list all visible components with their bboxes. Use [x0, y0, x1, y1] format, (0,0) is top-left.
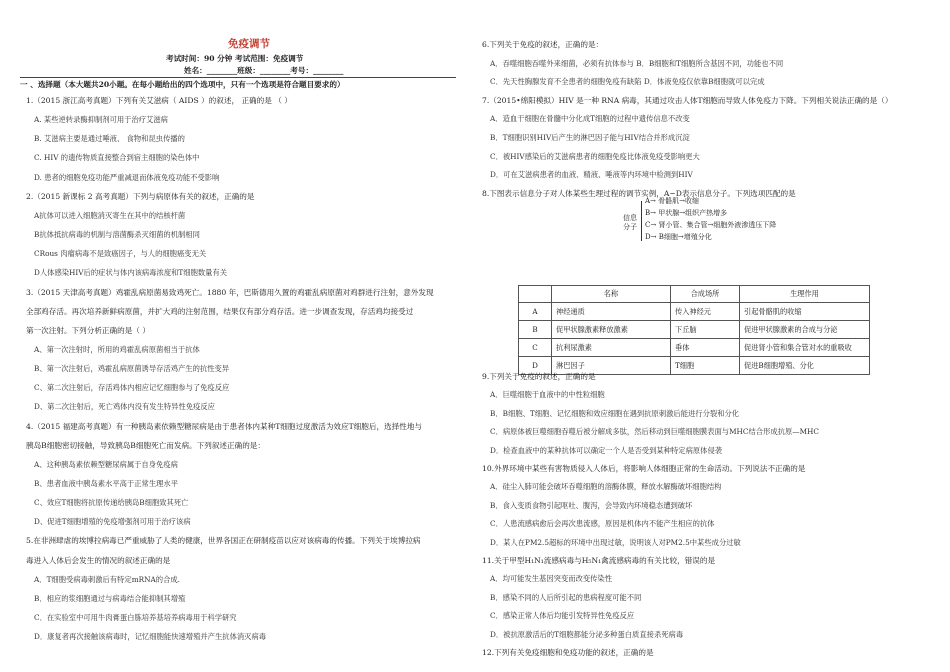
question-stem: 4.（2015 福建高考真题）有一种胰岛素依赖型糖尿病是由于患者体内某种T细胞过度激活为效应T细胞后，选择性地与	[26, 421, 423, 431]
answer-option: C．感染正常人体后均能引发特异性免疫反应	[490, 611, 635, 621]
answer-option: B．相应的浆细胞通过与病毒结合能抑制其增殖	[34, 593, 186, 603]
question-stem: 9.下列关于免疫的叙述，正确的是	[482, 372, 596, 381]
answer-option: C．病原体被巨噬细胞吞噬后被分解成多肽，然后移动到巨噬细胞膜表面与MHC结合形成抗原—MHC	[490, 427, 819, 437]
signal-table	[518, 285, 870, 375]
diagram-left-label: 信息分子	[623, 214, 637, 231]
question-stem: 11.关于甲型H₁N₁流感病毒与H₅N₁禽流感病毒的有关比较，错误的是	[482, 556, 716, 565]
question-stem: 第一次注射。下列分析正确的是（ ）	[26, 325, 150, 335]
answer-option: B．B细胞、T细胞、记忆细胞和效应细胞在遇到抗原刺激后能进行分裂和分化	[490, 408, 740, 418]
answer-option: C．先天性胸腺发育不全患者的细胞免疫有缺陷 D．体液免疫仅依靠B细胞就可以完成	[490, 77, 765, 87]
answer-option: A抗体可以进入细胞消灭寄生在其中的结核杆菌	[34, 210, 186, 220]
table-header-cell: 名称	[552, 286, 671, 303]
answer-option: B．食入变质食物引起呕吐、腹泻，会导致内环境稳态遭到破坏	[490, 500, 693, 510]
table-header-cell: 合成场所	[671, 286, 740, 303]
table-row	[519, 303, 870, 321]
answer-option: D．被抗原激活后的T细胞都能分泌多种蛋白质直接杀死病毒	[490, 629, 684, 639]
answer-option: A．造血干细胞在骨髓中分化成T细胞的过程中遗传信息不改变	[490, 114, 690, 124]
answer-option: A．巨噬细胞于血液中的中性粒细胞	[490, 390, 605, 400]
question-stem: 7.（2015•绵阳模拟）HIV 是一种 RNA 病毒，其通过攻击人体T细胞而导致人体免疫力下降。下列相关说法正确的是（）	[482, 95, 893, 105]
table-cell: 神经递质	[552, 303, 671, 321]
answer-option: D．康复者再次接触该病毒时，记忆细胞能快速增殖并产生抗体消灭病毒	[34, 632, 267, 642]
question-stem: 毒进入人体后会发生的情况的叙述正确的是	[26, 555, 171, 565]
question-stem: 12.下列有关免疫细胞和免疫功能的叙述，正确的是	[482, 648, 654, 657]
table-row	[519, 321, 870, 339]
student-info: 姓名：________班级：________考号：________	[184, 66, 344, 75]
table-cell: 引起骨骼肌的收缩	[740, 303, 870, 321]
answer-option: B、患者血液中胰岛素水平高于正常生理水平	[34, 479, 179, 488]
table-cell: T细胞	[671, 357, 740, 375]
table-cell: 抗利尿激素	[552, 339, 671, 357]
question-stem: 6.下列关于免疫的叙述，正确的是：	[482, 40, 604, 49]
answer-option: B、第一次注射后，鸡霍乱病原菌诱导存活鸡产生的抗性变异	[34, 364, 230, 374]
answer-option: D、第二次注射后，死亡鸡体内没有发生特异性免疫反应	[34, 402, 215, 412]
diagram-branch-c: C→ 肾小管、集合管→细胞外液渗透压下降	[645, 221, 777, 229]
answer-option: C、第二次注射后，存活鸡体内相应记忆细胞参与了免疫反应	[34, 383, 230, 393]
answer-option: D. 患者的细胞免疫功能严重减退而体液免疫功能不受影响	[34, 172, 220, 182]
table-header-cell: 生理作用	[740, 286, 870, 303]
answer-option: A、第一次注射时，所用的鸡霍乱病原菌相当于抗体	[34, 344, 200, 354]
answer-option: D．某人在PM2.5超标的环境中出现过敏，说明该人对PM2.5中某些成分过敏	[490, 537, 741, 547]
diagram-branch-b: B→ 甲状腺→组织产热增多	[645, 209, 728, 217]
table-cell: 传入神经元	[671, 303, 740, 321]
answer-option: A．T细胞受病毒刺激后有特定mRNA的合成.	[34, 574, 180, 584]
answer-option: B．T细胞识别HIV后产生的淋巴因子能与HIV结合并形成沉淀	[490, 133, 690, 142]
table-cell: 淋巴因子	[552, 357, 671, 375]
answer-option: D．检查血液中的某种抗体可以确定一个人是否受到某种特定病原体侵袭	[490, 445, 723, 455]
question-stem: 3.（2015 天津高考真题）鸡霍乱病原菌易致鸡死亡。1880 年，巴斯德用久置的鸡霍乱病原菌对鸡群进行注射，意外发现	[26, 287, 434, 297]
answer-option: A、这种胰岛素依赖型糖尿病属于自身免疫病	[34, 459, 178, 469]
question-stem: 8.下图表示信息分子对人体某些生理过程的调节实例，A~D表示信息分子。下列选项匹配的是	[482, 188, 796, 198]
table-row	[519, 339, 870, 357]
answer-option: D人体感染HIV后的症状与体内该病毒浓度和T细胞数量有关	[34, 268, 228, 278]
answer-option: A. 某些逆转录酶抑制剂可用于治疗艾滋病	[34, 115, 168, 125]
answer-option: A．硅尘入肺可能会破坏吞噬细胞的溶酶体膜，释放水解酶破坏细胞结构	[490, 482, 722, 492]
section-heading: 一 、选择题（本大题共20小题。在每小题给出的四个选项中，只有一个选项是符合题目要求的）	[20, 80, 345, 89]
table-cell: D	[519, 357, 552, 375]
answer-option: B. 艾滋病主要是通过唾液、 食物和昆虫传播的	[34, 134, 185, 144]
table-cell: B	[519, 321, 552, 339]
answer-option: D．可在艾滋病患者的血液、精液、唾液等内环境中检测到HIV	[490, 170, 693, 180]
question-stem: 5.在非洲肆虐的埃博拉病毒已严重威胁了人类的健康，世界各国正在研制疫苗以应对该病毒的传播。下列关于埃博拉病	[26, 536, 421, 546]
table-cell: 促进肾小管和集合管对水的重吸收	[740, 339, 870, 357]
diagram-branch-a: A→ 骨骼肌→收缩	[645, 197, 700, 205]
signal-molecule-diagram	[623, 196, 783, 252]
table-cell: 促进甲状腺激素的合成与分泌	[740, 321, 870, 339]
diagram-branch-d: D→ B细胞→增殖分化	[645, 233, 712, 241]
answer-option: C．在实验室中可用牛肉膏蛋白胨培养基培养病毒用于科学研究	[34, 613, 237, 623]
table-cell: 下丘脑	[671, 321, 740, 339]
question-stem: 全部鸡存活。再次培养新鲜病原菌，并扩大鸡的注射范围，结果仅有部分鸡存活。进一步调查发现，存活鸡均接受过	[26, 306, 414, 316]
table-cell: 促进B细胞增殖、分化	[740, 357, 870, 375]
diagram-bracket	[641, 201, 642, 241]
answer-option: C．被HIV感染后的艾滋病患者的细胞免疫比体液免疫受影响更大	[490, 151, 700, 161]
question-stem: 胰岛B细胞密切接触，导致胰岛B细胞死亡而发病。下列叙述正确的是：	[26, 440, 265, 450]
table-cell: 垂体	[671, 339, 740, 357]
table-cell: C	[519, 339, 552, 357]
question-stem: 10.外界环境中某些有害物质侵入人体后，将影响人体细胞正常的生命活动。下列说法不正确的是	[482, 464, 806, 473]
answer-option: C、效应T细胞将抗原传递给胰岛B细胞致其死亡	[34, 498, 189, 508]
answer-option: CRous 肉瘤病毒不是致癌因子，与人的细胞癌变无关	[34, 249, 207, 259]
answer-option: C．人患流感病愈后会再次患流感，原因是机体内不能产生相应的抗体	[490, 519, 715, 529]
question-stem: 1.（2015 浙江高考真题）下列有关艾滋病（ AIDS ）的叙述， 正确的是 （ ）	[26, 96, 292, 105]
answer-option: A．均可能发生基因突变而改变传染性	[490, 574, 613, 584]
question-stem: 2.（2015 新课标 2 高考真题）下列与病原体有关的叙述，正确的是	[26, 191, 255, 201]
header-rule	[20, 77, 456, 78]
answer-option: B抗体抵抗病毒的机制与溶菌酶杀灭细菌的机制相同	[34, 230, 200, 240]
table-cell: A	[519, 303, 552, 321]
answer-option: C. HIV 的遗传物质直接整合到宿主细胞的染色体中	[34, 153, 200, 163]
table-header-cell	[519, 286, 552, 303]
table-header-row	[519, 286, 870, 303]
table-cell: 促甲状腺激素释放激素	[552, 321, 671, 339]
answer-option: D、促进T细胞增殖的免疫增强剂可用于治疗该病	[34, 517, 191, 527]
answer-option: B．感染不同的人后所引起的患病程度可能不同	[490, 592, 642, 602]
page-title: 免疫调节	[228, 38, 270, 50]
exam-meta: 考试时间：90 分钟 考试范围：免疫调节	[166, 54, 304, 63]
answer-option: A．吞噬细胞吞噬外来细菌，必须有抗体参与 B．B细胞和T细胞所含基因不同，功能也不同	[490, 58, 784, 68]
